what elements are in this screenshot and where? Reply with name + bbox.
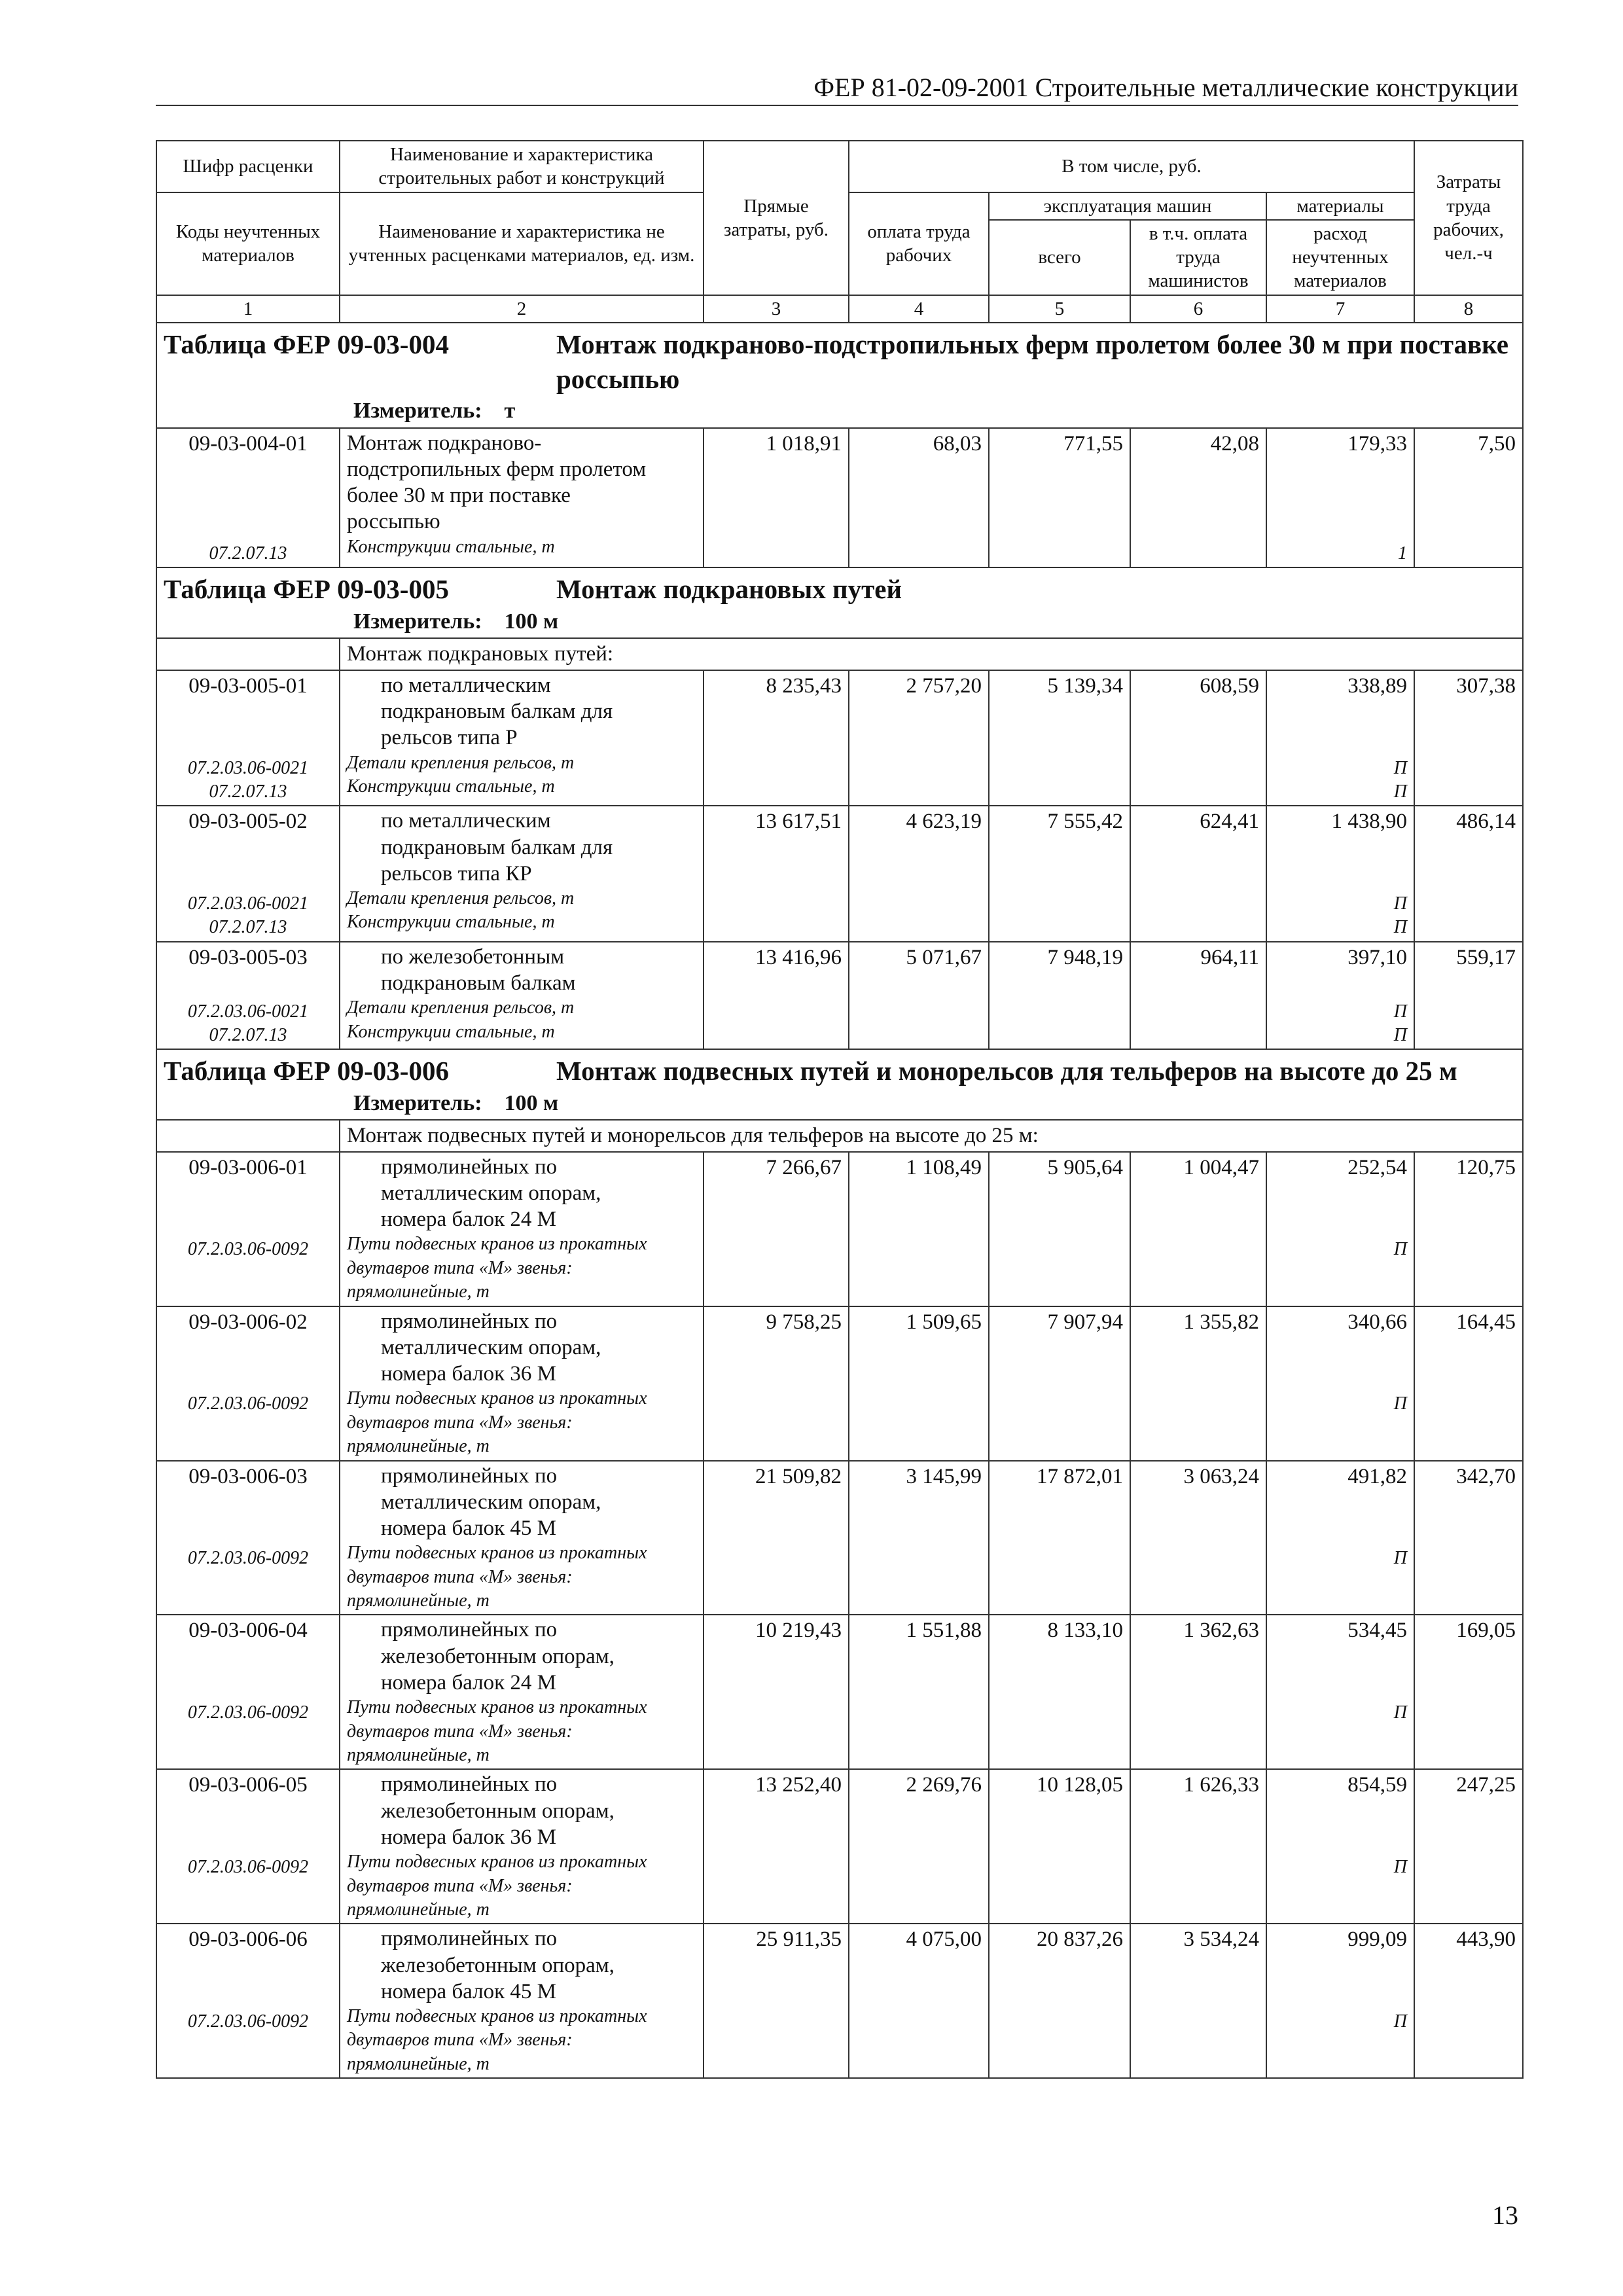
row-direct: 13 617,51 — [704, 806, 849, 941]
col-num-2: 2 — [340, 295, 704, 323]
row-labor: 4 075,00 — [849, 1924, 989, 2078]
page-number: 13 — [1492, 2200, 1518, 2230]
material-name: Пути подвесных кранов из прокатных двутавров типа «М» звенья: прямолинейные, т — [347, 1543, 647, 1611]
table-row — [156, 1924, 1523, 2078]
row-materials-cell — [1266, 428, 1414, 568]
material-name: Конструкции стальные, т — [347, 776, 555, 797]
row-code-cell — [156, 1152, 340, 1306]
table-title-cell — [156, 1049, 1523, 1119]
table-code: Таблица ФЕР 09-03-006 — [164, 1056, 449, 1086]
col-num-1: 1 — [156, 295, 340, 323]
material-name: Пути подвесных кранов из прокатных двутавров типа «М» звенья: прямолинейные, т — [347, 1697, 647, 1765]
row-code: 09-03-005-02 — [188, 810, 308, 834]
col-name-top: Наименование и характеристика строительных работ и конструкций — [340, 141, 704, 192]
row-code: 09-03-005-01 — [188, 673, 308, 698]
col-name-bottom: Наименование и характеристика не учтенных расценками материалов, ед. изм. — [340, 192, 704, 295]
material-name: Детали крепления рельсов, т — [347, 888, 575, 909]
material-name: Конструкции стальные, т — [347, 1021, 555, 1042]
row-hours: 169,05 — [1414, 1615, 1523, 1769]
row-code-cell — [156, 1615, 340, 1769]
subhead-text: Монтаж подкрановых путей: — [340, 638, 1523, 670]
col-machines-total: всего — [989, 220, 1130, 295]
row-labor: 1 509,65 — [849, 1306, 989, 1461]
row-name-cell — [340, 1152, 704, 1306]
material-name: Пути подвесных кранов из прокатных двутавров типа «М» звенья: прямолинейные, т — [347, 1852, 647, 1920]
row-mach-pay: 1 355,82 — [1130, 1306, 1266, 1461]
row-mach: 5 905,64 — [989, 1152, 1130, 1306]
material-qty: П — [1393, 1024, 1407, 1045]
row-name-line: подкрановым балкам для — [381, 700, 613, 724]
table-row — [156, 670, 1523, 806]
col-code-bottom: Коды неучтенных материалов — [156, 192, 340, 295]
table-row — [156, 428, 1523, 568]
row-name-line: по железобетонным — [381, 944, 565, 969]
row-name-line: номера балок 45 М — [381, 1979, 557, 2003]
row-code-cell — [156, 428, 340, 568]
row-name-line: номера балок 24 М — [381, 1670, 557, 1695]
row-mach: 7 907,94 — [989, 1306, 1130, 1461]
table-row — [156, 942, 1523, 1050]
col-num-3: 3 — [704, 295, 849, 323]
subhead-row — [156, 1120, 1523, 1152]
row-code-cell — [156, 1461, 340, 1615]
material-name: Пути подвесных кранов из прокатных двутавров типа «М» звенья: прямолинейные, т — [347, 2006, 647, 2074]
measure-value: 100 м — [504, 1090, 559, 1115]
material-qty: П — [1393, 1239, 1407, 1260]
material-qty: П — [1393, 1001, 1407, 1022]
material-qty: П — [1393, 781, 1407, 802]
table-row — [156, 806, 1523, 941]
row-mat: 1 438,90 — [1331, 810, 1407, 834]
row-mat: 338,89 — [1347, 673, 1407, 698]
material-code: 07.2.07.13 — [209, 917, 287, 938]
document-header-title: ФЕР 81-02-09-2001 Строительные металлические конструкции — [813, 73, 1518, 102]
material-code: 07.2.03.06-0021 — [187, 757, 309, 778]
col-labor-cost: Затраты труда рабочих, чел.-ч — [1414, 141, 1523, 295]
measure-unit — [164, 1089, 1516, 1118]
table-row — [156, 1615, 1523, 1769]
row-mach-pay: 3 063,24 — [1130, 1461, 1266, 1615]
row-code: 09-03-006-04 — [188, 1619, 308, 1643]
row-name-cell — [340, 670, 704, 806]
row-name-line: россыпью — [347, 510, 440, 534]
row-hours: 120,75 — [1414, 1152, 1523, 1306]
material-qty: П — [1393, 893, 1407, 914]
row-code: 09-03-006-05 — [188, 1773, 308, 1797]
row-name-line: подстропильных ферм пролетом — [347, 457, 647, 481]
row-hours: 307,38 — [1414, 670, 1523, 806]
header-rule — [156, 105, 1518, 106]
col-materials: материалы — [1266, 192, 1414, 220]
row-name-line: по металлическим — [381, 809, 551, 833]
col-machines-pay: в т.ч. оплата труда машинистов — [1130, 220, 1266, 295]
col-num-7: 7 — [1266, 295, 1414, 323]
row-name-line: Монтаж подкраново- — [347, 431, 542, 455]
row-name-line: железобетонным опорам, — [381, 1953, 615, 1977]
row-direct: 21 509,82 — [704, 1461, 849, 1615]
row-materials-cell — [1266, 942, 1414, 1050]
row-code: 09-03-005-03 — [188, 945, 308, 969]
row-name-cell — [340, 1306, 704, 1461]
row-hours: 559,17 — [1414, 942, 1523, 1050]
material-code: 07.2.07.13 — [209, 1024, 287, 1045]
row-mach: 5 139,34 — [989, 670, 1130, 806]
row-name-line: металлическим опорам, — [381, 1335, 601, 1359]
row-direct: 25 911,35 — [704, 1924, 849, 2078]
row-name-cell — [340, 1924, 704, 2078]
row-mat: 491,82 — [1347, 1464, 1407, 1488]
row-code-cell — [156, 670, 340, 806]
table-row — [156, 1461, 1523, 1615]
row-code: 09-03-006-06 — [188, 1928, 308, 1952]
row-name-line: рельсов типа КР — [381, 861, 532, 886]
row-mach: 10 128,05 — [989, 1769, 1130, 1924]
row-name-line: подкрановым балкам — [381, 971, 576, 996]
material-code: 07.2.03.06-0092 — [187, 1548, 309, 1569]
row-labor: 4 623,19 — [849, 806, 989, 941]
material-name: Пути подвесных кранов из прокатных двутавров типа «М» звенья: прямолинейные, т — [347, 1388, 647, 1457]
row-hours: 7,50 — [1414, 428, 1523, 568]
col-materials-unacc: расход неучтенных материалов — [1266, 220, 1414, 295]
col-num-6: 6 — [1130, 295, 1266, 323]
measure-unit — [164, 397, 1516, 425]
material-code: 07.2.03.06-0092 — [187, 2011, 309, 2032]
material-code: 07.2.07.13 — [209, 543, 287, 564]
row-name-cell — [340, 942, 704, 1050]
price-table — [156, 140, 1524, 2079]
material-name: Конструкции стальные, т — [347, 912, 555, 933]
material-code: 07.2.03.06-0092 — [187, 1393, 309, 1414]
row-hours: 342,70 — [1414, 1461, 1523, 1615]
material-name: Пути подвесных кранов из прокатных двутавров типа «М» звенья: прямолинейные, т — [347, 1234, 647, 1302]
row-materials-cell — [1266, 1924, 1414, 2078]
row-materials-cell — [1266, 806, 1414, 941]
row-mach-pay: 42,08 — [1130, 428, 1266, 568]
row-mach-pay: 624,41 — [1130, 806, 1266, 941]
row-name-line: металлическим опорам, — [381, 1490, 601, 1514]
row-mach: 17 872,01 — [989, 1461, 1130, 1615]
measure-value: т — [504, 399, 516, 423]
row-name-line: номера балок 36 М — [381, 1362, 557, 1386]
row-name-line: по металлическим — [381, 673, 551, 697]
measure-label: Измеритель: — [353, 609, 482, 634]
row-mat: 340,66 — [1347, 1310, 1407, 1334]
table-header — [156, 141, 1523, 323]
material-qty: П — [1393, 1857, 1407, 1878]
row-materials-cell — [1266, 670, 1414, 806]
row-name-line: прямолинейных по — [381, 1618, 558, 1642]
row-mach: 20 837,26 — [989, 1924, 1130, 2078]
row-code: 09-03-004-01 — [188, 431, 308, 456]
col-direct: Прямые затраты, руб. — [704, 141, 849, 295]
material-name: Конструкции стальные, т — [347, 536, 555, 557]
row-mach-pay: 1 004,47 — [1130, 1152, 1266, 1306]
row-materials-cell — [1266, 1461, 1414, 1615]
row-hours: 247,25 — [1414, 1769, 1523, 1924]
subhead-text: Монтаж подвесных путей и монорельсов для тельферов на высоте до 25 м: — [340, 1120, 1523, 1152]
col-labor-pay: оплата труда рабочих — [849, 192, 989, 295]
row-code-cell — [156, 1924, 340, 2078]
row-hours: 443,90 — [1414, 1924, 1523, 2078]
row-name-line: номера балок 36 М — [381, 1825, 557, 1849]
row-materials-cell — [1266, 1769, 1414, 1924]
row-direct: 13 416,96 — [704, 942, 849, 1050]
row-name-cell — [340, 1769, 704, 1924]
measure-label: Измеритель: — [353, 1090, 482, 1115]
table-body — [156, 323, 1523, 2078]
row-direct: 10 219,43 — [704, 1615, 849, 1769]
row-name-line: прямолинейных по — [381, 1155, 558, 1179]
row-labor: 68,03 — [849, 428, 989, 568]
row-name-line: подкрановым балкам для — [381, 835, 613, 859]
row-name-line: железобетонным опорам, — [381, 1799, 615, 1823]
table-code: Таблица ФЕР 09-03-004 — [164, 329, 449, 359]
row-labor: 2 757,20 — [849, 670, 989, 806]
row-code-cell — [156, 1769, 340, 1924]
col-num-4: 4 — [849, 295, 989, 323]
table-row — [156, 1152, 1523, 1306]
row-name-line: более 30 м при поставке — [347, 484, 571, 508]
row-hours: 486,14 — [1414, 806, 1523, 941]
col-incl: В том числе, руб. — [849, 141, 1414, 192]
row-mach-pay: 608,59 — [1130, 670, 1266, 806]
row-code: 09-03-006-02 — [188, 1310, 308, 1334]
table-title: Монтаж подвесных путей и монорельсов для тельферов на высоте до 25 м — [556, 1056, 1457, 1086]
material-code: 07.2.07.13 — [209, 781, 287, 802]
material-qty: П — [1393, 1393, 1407, 1414]
col-num-5: 5 — [989, 295, 1130, 323]
table-title: Монтаж подкрановых путей — [556, 574, 902, 605]
table-row — [156, 1306, 1523, 1461]
row-code: 09-03-006-01 — [188, 1155, 308, 1179]
row-hours: 164,45 — [1414, 1306, 1523, 1461]
material-code: 07.2.03.06-0092 — [187, 1702, 309, 1723]
row-direct: 8 235,43 — [704, 670, 849, 806]
row-code-cell — [156, 806, 340, 941]
row-name-line: прямолинейных по — [381, 1309, 558, 1333]
subhead-code — [156, 1120, 340, 1152]
row-mach-pay: 1 362,63 — [1130, 1615, 1266, 1769]
row-mat: 252,54 — [1347, 1155, 1407, 1179]
row-mach: 8 133,10 — [989, 1615, 1130, 1769]
row-code-cell — [156, 1306, 340, 1461]
table-code: Таблица ФЕР 09-03-005 — [164, 574, 449, 605]
table-title-cell — [156, 323, 1523, 428]
material-qty: П — [1393, 1548, 1407, 1569]
row-labor: 2 269,76 — [849, 1769, 989, 1924]
row-code: 09-03-006-03 — [188, 1464, 308, 1488]
material-name: Детали крепления рельсов, т — [347, 752, 575, 773]
table-title-row — [156, 567, 1523, 637]
row-mat: 854,59 — [1347, 1773, 1407, 1797]
row-direct: 7 266,67 — [704, 1152, 849, 1306]
row-mach: 7 555,42 — [989, 806, 1130, 941]
row-labor: 3 145,99 — [849, 1461, 989, 1615]
material-code: 07.2.03.06-0021 — [187, 1001, 309, 1022]
material-qty: П — [1393, 2011, 1407, 2032]
table-title: Монтаж подкраново-подстропильных ферм пролетом более 30 м при поставке россыпью — [556, 329, 1508, 395]
row-name-cell — [340, 806, 704, 941]
row-name-line: рельсов типа Р — [381, 726, 518, 750]
row-name-line: металлическим опорам, — [381, 1181, 601, 1205]
measure-unit — [164, 607, 1516, 636]
row-name-line: прямолинейных по — [381, 1772, 558, 1797]
row-name-cell — [340, 1615, 704, 1769]
row-name-line: номера балок 45 М — [381, 1516, 557, 1541]
row-materials-cell — [1266, 1152, 1414, 1306]
table-title-row — [156, 1049, 1523, 1119]
row-name-line: железобетонным опорам, — [381, 1644, 615, 1668]
row-code-cell — [156, 942, 340, 1050]
row-materials-cell — [1266, 1615, 1414, 1769]
material-code: 07.2.03.06-0092 — [187, 1239, 309, 1260]
material-qty: 1 — [1398, 543, 1407, 564]
row-name-cell — [340, 1461, 704, 1615]
row-mat: 999,09 — [1347, 1928, 1407, 1952]
measure-label: Измеритель: — [353, 399, 482, 423]
row-name-line: прямолинейных по — [381, 1463, 558, 1488]
subhead-code — [156, 638, 340, 670]
row-mach-pay: 964,11 — [1130, 942, 1266, 1050]
row-mach-pay: 1 626,33 — [1130, 1769, 1266, 1924]
row-mach-pay: 3 534,24 — [1130, 1924, 1266, 2078]
row-materials-cell — [1266, 1306, 1414, 1461]
row-labor: 5 071,67 — [849, 942, 989, 1050]
row-mat: 534,45 — [1347, 1619, 1407, 1643]
material-qty: П — [1393, 917, 1407, 938]
col-machines: эксплуатация машин — [989, 192, 1266, 220]
row-labor: 1 551,88 — [849, 1615, 989, 1769]
material-qty: П — [1393, 1702, 1407, 1723]
row-name-line: прямолинейных по — [381, 1927, 558, 1951]
table-row — [156, 1769, 1523, 1924]
row-labor: 1 108,49 — [849, 1152, 989, 1306]
table-title-row — [156, 323, 1523, 428]
row-direct: 1 018,91 — [704, 428, 849, 568]
material-qty: П — [1393, 757, 1407, 778]
material-code: 07.2.03.06-0092 — [187, 1857, 309, 1878]
material-name: Детали крепления рельсов, т — [347, 997, 575, 1018]
row-mach: 771,55 — [989, 428, 1130, 568]
row-name-line: номера балок 24 М — [381, 1208, 557, 1232]
measure-value: 100 м — [504, 609, 559, 634]
row-mat: 397,10 — [1347, 945, 1407, 969]
row-direct: 9 758,25 — [704, 1306, 849, 1461]
subhead-row — [156, 638, 1523, 670]
col-code-top: Шифр расценки — [156, 141, 340, 192]
row-name-cell — [340, 428, 704, 568]
col-num-8: 8 — [1414, 295, 1523, 323]
table-title-cell — [156, 567, 1523, 637]
row-mat: 179,33 — [1347, 431, 1407, 456]
row-direct: 13 252,40 — [704, 1769, 849, 1924]
material-code: 07.2.03.06-0021 — [187, 893, 309, 914]
row-mach: 7 948,19 — [989, 942, 1130, 1050]
